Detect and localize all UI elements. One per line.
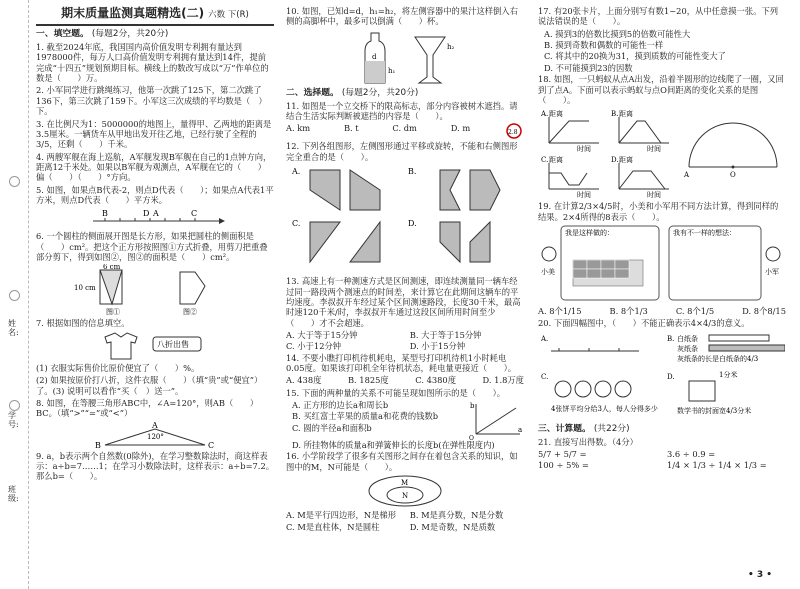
- svg-text:C.: C.: [541, 156, 549, 165]
- svg-text:灰纸条: 灰纸条: [677, 344, 698, 353]
- question-9: 9. a，b表示两个自然数(0除外)，在学习整数除法时，商这样表示：a÷b=7……1；在学习小数除法时，这样表示：a÷b=7.2。那么b=（ ）。: [36, 450, 275, 482]
- column-3: [538, 6, 786, 472]
- label-mei: 小美: [541, 267, 555, 276]
- question-7-2: (2) 如果按原价打八折，这件衣服（ ）（填“贵”或“便宜”）了。(3) 说明可以看作“买（ ）送一”。: [36, 375, 263, 396]
- question-5: 5. 如图，如果点B代表-2，则点D代表（ ）；如果点A代表1平方米，则点D代表（ ）平方米。: [36, 184, 274, 206]
- question-16: 16. 小学阶段学了很多有关图形之间存在着包含关系的知识，如图中的M，N可能是（ ）。: [286, 451, 518, 472]
- venn-figure: [365, 474, 445, 508]
- q19-option-b[interactable]: B. 8个1/3: [609, 305, 648, 316]
- section-1-heading: 一、填空题。 (每题2分，共20分): [36, 29, 169, 39]
- q16-option-c[interactable]: C. M是直柱体，N是圆柱: [286, 521, 380, 532]
- question-13: 13. 高速上有一种测速方式是区间测速，即连续测量同一辆车经过同一路段两个测速点的时间差，来计算它在此期间这辆车的平均速度。李叔叔开车经过某个区间测速路段，长度30千米，最高时速120千米/时，李叔叔开车通过这段区间所用时间至少（ ）才不会超速。: [286, 276, 521, 328]
- svg-text:A.: A.: [541, 110, 549, 119]
- svg-text:B.: B.: [408, 167, 417, 177]
- column-2: [286, 6, 524, 533]
- calc-item-1: 5/7 + 5/7 =: [538, 449, 587, 460]
- svg-text:D.: D.: [667, 372, 675, 381]
- svg-text:距离: 距离: [619, 110, 633, 119]
- question-21: 21. 直接写出得数。（4分）: [538, 436, 638, 447]
- svg-text:O: O: [469, 435, 474, 441]
- container-figure: [345, 29, 465, 85]
- calc-item-3: 100 ÷ 5% =: [538, 460, 589, 471]
- svg-text:a: a: [518, 426, 523, 435]
- q19-option-d[interactable]: D. 8个8/15: [742, 305, 786, 316]
- number-line-figure: [85, 207, 225, 229]
- question-18: 18. 如图，一只蚂蚁从点A出发，沿着半圆形的边线爬了一圈，又回到了点A。下面可以表示蚂蚁与点O间距离的变化关系的是图（ ）。: [538, 74, 784, 105]
- question-11: 11. 如图是一个立交桥下的限高标志，部分内容被树木遮挡。请结合生活实际判断被遮挡的内容是（ ）。: [286, 100, 518, 122]
- svg-text:h₁: h₁: [388, 66, 396, 75]
- svg-text:O: O: [730, 171, 736, 180]
- question-15: 15. 下面的两种量的关系不可能呈现如图所示的是（ ）。: [286, 387, 506, 398]
- q14-option-c[interactable]: C. 4380度: [415, 375, 457, 386]
- svg-text:白纸条: 白纸条: [677, 334, 698, 343]
- title-text: 期末质量监测真题精选(二): [61, 6, 205, 20]
- q16-option-b[interactable]: B. M是真分数，N是分数: [409, 510, 504, 521]
- q15-option-a[interactable]: A. 正方形的边长a和周长b: [292, 400, 389, 411]
- q17-option-b[interactable]: B. 摸到奇数和偶数的可能性一样: [544, 40, 664, 51]
- proportion-graph: [468, 400, 524, 440]
- question-12: 12. 下列各组图形，左侧图形通过平移或旋转，不能和右侧图形完全重合的是（ ）。: [286, 141, 518, 162]
- margin-label-id: 学号:: [8, 411, 19, 429]
- svg-text:A.: A.: [292, 167, 301, 177]
- svg-text:时间: 时间: [577, 191, 591, 200]
- svg-text:距离: 距离: [619, 156, 633, 165]
- svg-text:M: M: [401, 479, 409, 488]
- shirt-figure: [95, 331, 215, 361]
- q14-option-a[interactable]: A. 438度: [286, 375, 322, 386]
- svg-text:d: d: [372, 52, 377, 61]
- svg-text:C.: C.: [541, 372, 549, 381]
- question-20: 20. 下面四幅图中，（ ）不能正确表示4×4/3的意义。: [538, 318, 750, 329]
- svg-text:时间: 时间: [577, 145, 591, 154]
- label-jun: 小军: [765, 267, 779, 276]
- q17-option-d[interactable]: D. 不可能摸到23的因数: [544, 62, 633, 73]
- q13-option-c[interactable]: C. 小于12分钟: [286, 341, 342, 352]
- svg-text:我是这样做的：: 我是这样做的：: [565, 228, 614, 237]
- svg-text:6 cm: 6 cm: [103, 264, 121, 272]
- svg-text:时间: 时间: [647, 191, 661, 200]
- q14-option-b[interactable]: B. 1825度: [347, 375, 389, 386]
- label-a: A: [153, 209, 159, 219]
- height-limit-sign-icon: [504, 123, 524, 139]
- q15-option-b[interactable]: B. 买红富士苹果的质量a和花费的钱数b: [292, 411, 439, 422]
- page-title: [36, 6, 274, 26]
- fold-figure: [70, 264, 240, 316]
- svg-text:10 cm: 10 cm: [74, 284, 96, 293]
- question-7: 7. 根据如图的信息填空。: [36, 318, 130, 329]
- fig-caption-1: 图①: [106, 308, 120, 317]
- svg-text:A: A: [152, 420, 158, 430]
- q17-option-a[interactable]: A. 摸到3的倍数比摸到5的倍数可能性大: [544, 28, 691, 39]
- q13-option-a[interactable]: A. 大于等于15分钟: [286, 329, 358, 340]
- shape-options-figure: [290, 164, 520, 274]
- triangle-figure: [85, 421, 225, 449]
- svg-text:B.: B.: [611, 110, 619, 119]
- svg-text:我有不一样的想法：: 我有不一样的想法：: [673, 228, 736, 237]
- svg-text:2.8: 2.8: [507, 129, 518, 137]
- subtitle-text: 六数 下(R): [208, 10, 249, 20]
- fraction-meaning-figure: [539, 331, 785, 421]
- discount-badge: 八折出售: [157, 339, 189, 349]
- binding-hole: [9, 176, 20, 187]
- svg-text:4张饼平均分给3人，每人分得多少: 4张饼平均分给3人，每人分得多少: [551, 404, 658, 413]
- question-10: 10. 如图，已知d=d，h₁=h₂，将左侧容器中的果汁这样倒入右侧的高脚杯中，最多可以倒满（ ）杯。: [286, 6, 518, 27]
- q16-option-a[interactable]: A. M是平行四边形，N是梯形: [286, 510, 396, 521]
- question-6: 6. 一个圆柱的侧面展开图是长方形，如果把圆柱的侧面积是（ ）cm²。把这个正方形按照图①方式折叠，用剪刀把重叠部分剪下，得到如图②，图②的面积是（ ）cm²。: [36, 231, 268, 263]
- svg-text:数学书的封面宽4/3分米: 数学书的封面宽4/3分米: [677, 406, 752, 415]
- question-2: 2. 小军同学进行跳绳练习，他第一次跳了125下，第二次跳了136下，第三次跳了159下。小军这三次成绩的平均数是（ ）下。: [36, 85, 267, 117]
- q17-option-c[interactable]: C. 将其中的20换为31，摸到质数的可能性变大了: [544, 51, 726, 62]
- svg-text:A: A: [684, 171, 690, 180]
- svg-text:C: C: [208, 440, 215, 449]
- question-4: 4. 两艘军舰在海上巡航，A军舰发现B军舰在自己的1点钟方向，距离12千米处。如果以B军舰为观测点，A军舰在它的（ ）偏（ ）（ ）°方向。: [36, 151, 272, 183]
- label-c: C: [191, 209, 198, 219]
- section-3-heading: 三、计算题。 (共22分): [538, 423, 630, 434]
- svg-text:A.: A.: [541, 334, 549, 343]
- svg-text:D.: D.: [408, 219, 417, 229]
- svg-text:N: N: [402, 492, 409, 501]
- column-1: [36, 6, 274, 484]
- question-8: 8. 如图，在等腰三角形ABC中，∠A=120°，则AB（ ）BC。（填“>”“=”或“<”）: [36, 397, 259, 419]
- svg-text:C.: C.: [292, 219, 301, 229]
- q15-option-d[interactable]: D. 所挂物体的质量a和弹簧伸长的长度b(在弹性限度内): [292, 440, 495, 451]
- q14-option-d[interactable]: D. 1.8万度: [482, 375, 524, 386]
- q11-option-a[interactable]: A. km: [286, 123, 311, 134]
- q19-option-c[interactable]: C. 8个1/5: [675, 305, 715, 316]
- svg-text:灰纸条的长是白纸条的4/3: 灰纸条的长是白纸条的4/3: [677, 354, 759, 363]
- question-17: 17. 有20张卡片，上面分别写有数1~20，从中任意摸一张。下列说法错误的是（ ）。: [538, 6, 779, 27]
- svg-text:D.: D.: [611, 156, 619, 165]
- q13-option-b[interactable]: B. 大于等于15分钟: [409, 329, 482, 340]
- question-3: 3. 在比例尺为1：5000000的地图上，量得甲、乙两地的距离是3.5厘米。一辆货车从甲地出发开往乙地，已经行驶了全程的3/5，还剩（ ）千米。: [36, 118, 272, 150]
- binding-hole: [9, 290, 20, 301]
- svg-text:时间: 时间: [647, 145, 661, 154]
- svg-text:B.: B.: [667, 334, 675, 343]
- label-b: B: [102, 209, 108, 219]
- margin-label-name: 姓名:: [8, 319, 19, 337]
- binding-hole: [9, 400, 20, 411]
- q11-option-c[interactable]: C. dm: [392, 123, 417, 134]
- svg-text:距离: 距离: [549, 110, 563, 119]
- calc-item-2: 3.6 ÷ 0.9 =: [666, 449, 716, 460]
- question-19: 19. 在计算2/3×4/5时，小美和小军用不同方法计算，得到同样的结果。2×4所得的8表示（ ）。: [538, 201, 779, 222]
- q11-option-b[interactable]: B. t: [343, 123, 359, 134]
- calc-item-4: 1/4 × 1/3 ÷ 1/4 × 1/3 =: [666, 460, 767, 471]
- method-comparison-figure: [539, 224, 785, 304]
- q11-option-d[interactable]: D. m: [450, 123, 471, 134]
- section-2-heading: 二、选择题。 (每题2分，共20分): [286, 87, 419, 98]
- q15-option-c[interactable]: C. 圆的半径a和面积b: [292, 422, 372, 433]
- svg-text:b: b: [470, 402, 475, 411]
- label-d: D: [143, 209, 150, 219]
- page-number: • 3 •: [747, 569, 772, 580]
- svg-text:B: B: [95, 440, 101, 449]
- binding-margin: [0, 0, 29, 589]
- q11-options: [286, 123, 524, 139]
- margin-label-class: 班级:: [8, 485, 19, 503]
- fig-caption-2: 图②: [183, 308, 197, 317]
- question-14: 14. 不要小瞧打印机待机耗电，某型号打印机待机1小时耗电0.05度。如果该打印机全年待机状态，耗电量更接近（ ）。: [286, 352, 517, 374]
- q16-option-d[interactable]: D. M是奇数，N是质数: [409, 521, 496, 532]
- question-7-1: (1) 衣服实际售价比原价便宜了（ ）%。: [36, 362, 200, 373]
- question-1: 1. 截至2024年底，我国国内高价值发明专利拥有量达到1978000件，每万人口高价值发明专利拥有量达到14件，提前完成“十四五”规划预期目标。横线上的数改写成以“万”作单位的数是（ ）万。: [36, 41, 269, 84]
- q13-option-d[interactable]: D. 小于15分钟: [409, 341, 466, 352]
- svg-text:120°: 120°: [147, 432, 164, 441]
- distance-graphs-figure: [539, 107, 785, 199]
- q19-option-a[interactable]: A. 8个1/15: [538, 305, 582, 316]
- svg-text:距离: 距离: [549, 156, 563, 165]
- svg-text:h₂: h₂: [447, 42, 455, 51]
- svg-text:1分米: 1分米: [719, 370, 738, 379]
